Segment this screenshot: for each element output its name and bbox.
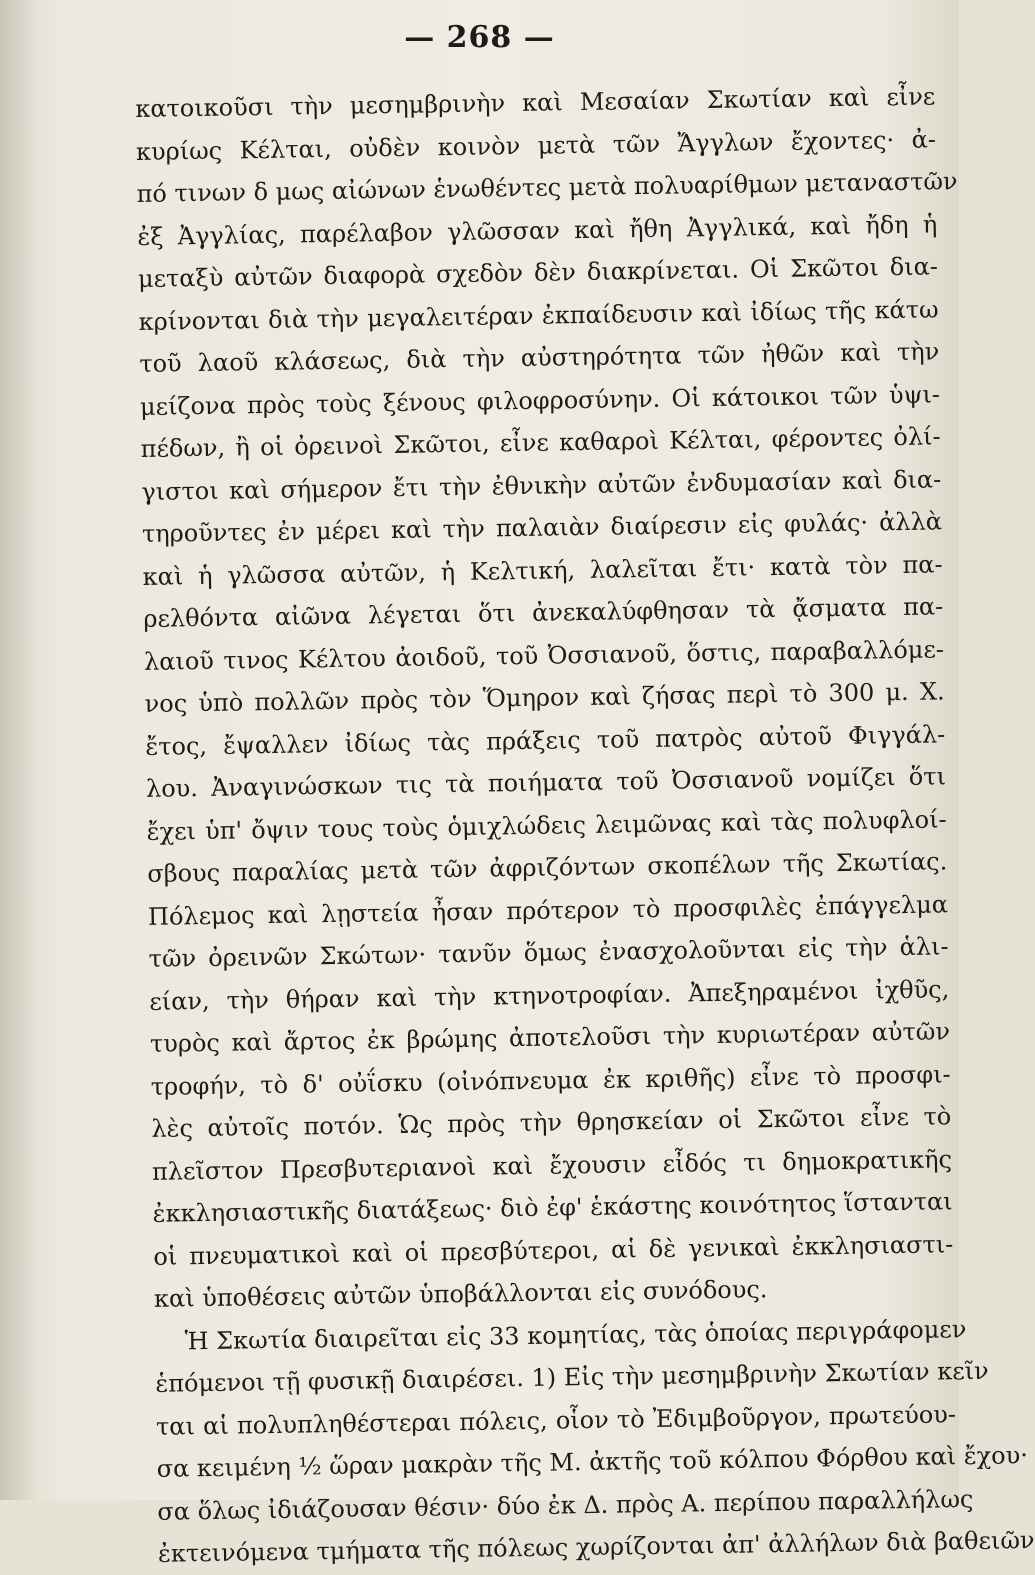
text-line: Πόλεμος καὶ λῃστεία ἦσαν πρότερον τὸ προσφιλὲς ἐπάγγελμα — [147, 889, 949, 931]
text-line: τηροῦντες ἐν μέρει καὶ τὴν παλαιὰν διαίρεσιν εἰς φυλάς· ἀλλὰ — [141, 507, 943, 548]
text-line: κατοικοῦσι τὴν μεσημβρινὴν καὶ Μεσαίαν Σκωτίαν καὶ εἶνε — [135, 82, 936, 123]
spine-shadow — [0, 0, 40, 1500]
text-line: κυρίως Κέλται, οὐδὲν κοινὸν μετὰ τῶν Ἄγγλων ἔχοντες· ἀ- — [135, 124, 937, 166]
text-line: σβους παραλίας μετὰ τῶν ἀφριζόντων σκοπέλων τῆς Σκωτίας. — [147, 847, 948, 888]
text-line: λου. Ἀναγινώσκων τις τὰ ποιήματα τοῦ Ὀσσιανοῦ νομίζει ὅτι — [145, 762, 947, 803]
text-line: ἑπόμενοι τῇ φυσικῇ διαιρέσει. 1) Εἰς τὴν μεσημβρινὴν Σκωτίαν κεῖν — [155, 1356, 989, 1398]
text-line: σα ὅλως ἰδιάζουσαν θέσιν· δύο ἐκ Δ. πρὸς Α. περίπου παραλλήλως — [157, 1484, 974, 1526]
text-line: μείζονα πρὸς τοὺς ξένους φιλοφροσύνην. Οἱ κάτοικοι τῶν ὑψι- — [139, 379, 941, 421]
text-line: μεταξὺ αὐτῶν διαφορὰ σχεδὸν δὲν διακρίνεται. Οἱ Σκῶτοι δια- — [137, 252, 939, 293]
text-line: ται αἱ πολυπληθέστεραι πόλεις, οἷον τὸ Ἐδιμβοῦργον, πρωτεύου- — [155, 1399, 957, 1441]
text-line: πό τινων δ μως αἰώνων ἑνωθέντες μετὰ πολυαρίθμων μεταναστῶν — [136, 167, 958, 208]
text-line: τυρὸς καὶ ἄρτος ἐκ βρώμης ἀποτελοῦσι τὴν κυριωτέραν αὐτῶν — [149, 1017, 951, 1058]
text-line: τοῦ λαοῦ κλάσεως, διὰ τὴν αὐστηρότητα τῶν ἠθῶν καὶ τὴν — [139, 337, 940, 378]
text-line: είαν, τὴν θήραν καὶ τὴν κτηνοτροφίαν. Ἀπεξηραμένοι ἰχθῦς, — [149, 974, 950, 1016]
text-line: Ἡ Σκωτία διαιρεῖται εἰς 33 κομητίας, τὰς ὁποίας περιγράφομεν — [184, 1314, 967, 1355]
text-line: γιστοι καὶ σήμερον ἔτι τὴν ἐθνικὴν αὐτῶν ἐνδυμασίαν καὶ δια- — [141, 464, 942, 506]
text-line: σα κειμένη ½ ὥραν μακρὰν τῆς Μ. ἀκτῆς τοῦ κόλπου Φόρθου καὶ ἔχου· — [156, 1441, 1029, 1483]
text-line: τῶν ὀρεινῶν Σκώτων· τανῦν ὅμως ἐνασχολοῦνται εἰς τὴν ἁλι- — [148, 932, 949, 973]
text-line: καὶ ἡ γλῶσσα αὐτῶν, ἡ Κελτική, λαλεῖται ἔτι· κατὰ τὸν πα- — [142, 549, 943, 591]
page-number: — 268 — — [404, 20, 555, 55]
text-line: πέδων, ἢ οἱ ὀρεινοὶ Σκῶτοι, εἶνε καθαροὶ Κέλται, φέροντες ὀλί- — [140, 422, 941, 463]
text-line: ἔτος, ἔψαλλεν ἰδίως τὰς πράξεις τοῦ πατρὸς αὐτοῦ Φιγγάλ- — [145, 719, 946, 761]
body-text — [135, 75, 1035, 1575]
text-line: νος ὑπὸ πολλῶν πρὸς τὸν Ὅμηρον καὶ ζήσας περὶ τὸ 300 μ. Χ. — [144, 677, 945, 718]
text-line: ἐξ Ἀγγλίας, παρέλαβον γλῶσσαν καὶ ἤθη Ἀγγλικά, καὶ ἤδη ἡ — [137, 209, 938, 251]
text-line: καὶ ὑποθέσεις αὐτῶν ὑποβάλλονται εἰς συνόδους. — [153, 1275, 768, 1313]
text-line: πλεῖστον Πρεσβυτεριανοὶ καὶ ἔχουσιν εἶδός τι δημοκρατικῆς — [151, 1144, 953, 1186]
text-line: κρίνονται διὰ τὴν μεγαλειτέραν ἐκπαίδευσιν καὶ ἰδίως τῆς κάτω — [138, 294, 939, 336]
text-line: λαιοῦ τινος Κέλτου ἀοιδοῦ, τοῦ Ὀσσιανοῦ, ὅστις, παραβαλλόμε- — [143, 634, 945, 676]
text-line: λὲς αὐτοῖς ποτόν. Ὡς πρὸς τὴν θρησκείαν οἱ Σκῶτοι εἶνε τὸ — [151, 1102, 952, 1143]
text-line: ἐκκλησιαστικῆς διατάξεως· διὸ ἐφ' ἑκάστης κοινότητος ἵστανται — [152, 1187, 953, 1228]
text-line: ρελθόντα αἰῶνα λέγεται ὅτι ἀνεκαλύφθησαν τὰ ᾄσματα πα- — [143, 592, 944, 633]
text-line: τροφήν, τὸ δ' οὐΐσκυ (οἰνόπνευμα ἐκ κριθῆς) εἶνε τὸ προσφι- — [150, 1059, 951, 1101]
text-line: ἔχει ὑπ' ὄψιν τους τοὺς ὁμιχλώδεις λειμῶνας καὶ τὰς πολυφλοί- — [146, 804, 947, 846]
text-line: οἱ πνευματικοὶ καὶ οἱ πρεσβύτεροι, αἱ δὲ γενικαὶ ἐκκλησιαστι- — [153, 1229, 954, 1271]
text-line: ἐκτεινόμενα τμήματα τῆς πόλεως χωρίζονται ἀπ' ἀλλήλων διὰ βαθειῶν — [157, 1526, 1035, 1568]
